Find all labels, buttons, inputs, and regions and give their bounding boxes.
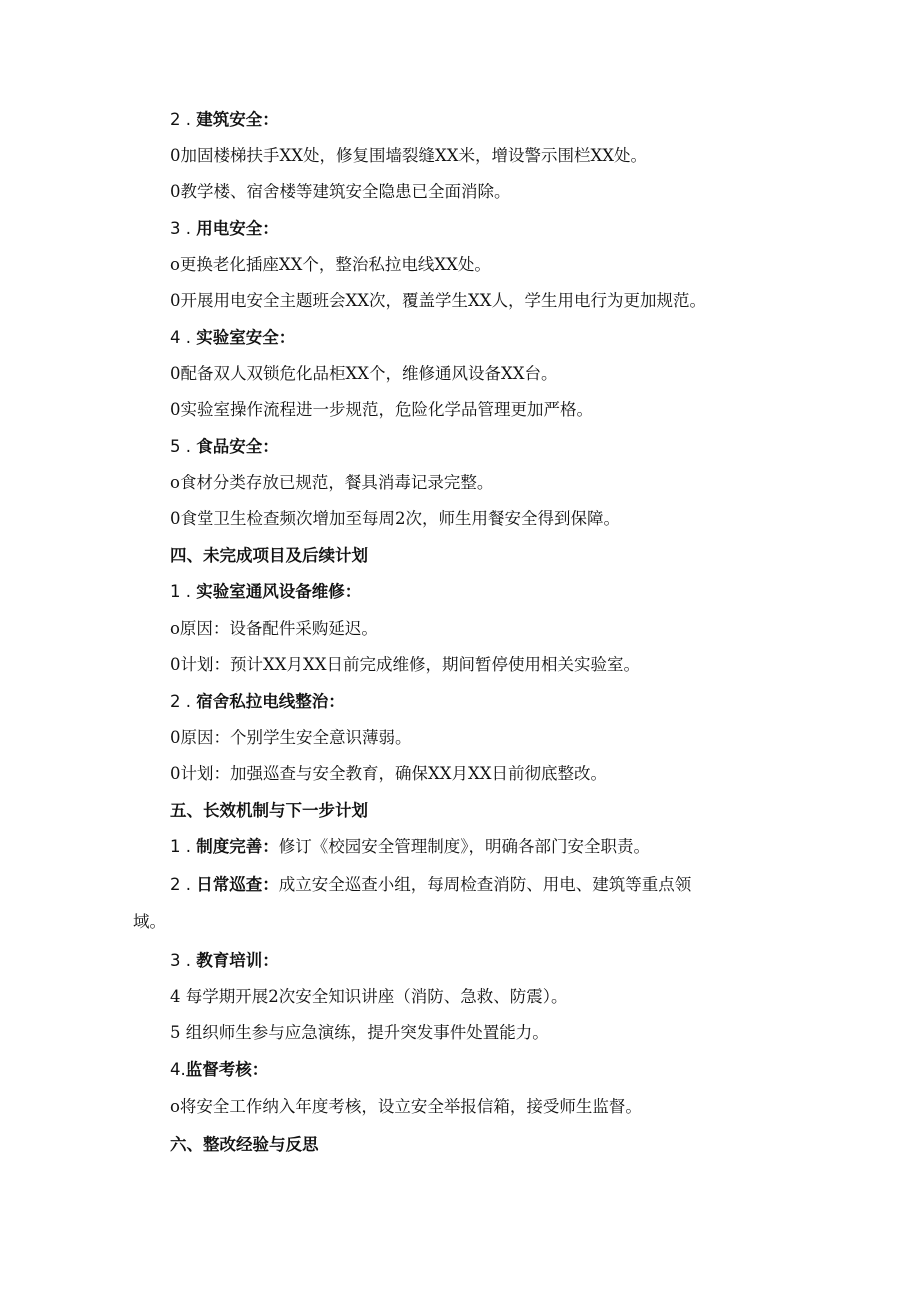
electric-safety-heading <box>170 218 279 240</box>
lab-safety-heading <box>170 327 295 349</box>
item-title: 实验室通风设备维修： <box>196 582 362 601</box>
list-item: o更换老化插座XX个，整治私拉电线XX处。 <box>170 255 491 274</box>
pending-item-heading <box>170 691 345 713</box>
item-number: 1 . <box>170 837 191 856</box>
item-number: 2 . <box>170 692 191 711</box>
item-text: 修订《校园安全管理制度》，明确各部门安全职责。 <box>278 837 650 856</box>
list-item: 0开展用电安全主题班会XX次，覆盖学生XX人，学生用电行为更加规范。 <box>170 291 706 310</box>
list-item: 4 每学期开展2次安全知识讲座（消防、急救、防震）。 <box>170 987 568 1006</box>
list-item: 0食堂卫生检查频次增加至每周2次，师生用餐安全得到保障。 <box>170 509 620 528</box>
list-item: o食材分类存放已规范，餐具消毒记录完整。 <box>170 473 494 492</box>
list-item: o原因：设备配件采购延迟。 <box>170 619 378 638</box>
item-title: 制度完善： <box>196 837 279 856</box>
list-item: 0原因：个别学生安全意识薄弱。 <box>170 728 412 747</box>
item-title: 宿舍私拉电线整治： <box>196 692 345 711</box>
list-item: o将安全工作纳入年度考核，设立安全举报信箱，接受师生监督。 <box>170 1097 642 1116</box>
food-safety-heading <box>170 436 279 458</box>
section-title: 实验室安全： <box>196 328 296 347</box>
mechanism-item <box>170 874 691 896</box>
section-number: 3 . <box>170 219 191 238</box>
mechanism-item <box>170 1059 268 1081</box>
list-item: 0加固楼梯扶手XX处，修复围墙裂缝XX米，增设警示围栏XX处。 <box>170 146 647 165</box>
item-number: 4. <box>170 1060 186 1079</box>
section-heading-4: 四、未完成项目及后续计划 <box>170 546 368 565</box>
item-title: 教育培训： <box>196 951 279 970</box>
item-number: 3 . <box>170 951 191 970</box>
list-item: 0实验室操作流程进一步规范，危险化学品管理更加严格。 <box>170 400 593 419</box>
item-number: 1 . <box>170 582 191 601</box>
section-title: 食品安全： <box>196 437 279 456</box>
section-number: 4 . <box>170 328 191 347</box>
section-title: 建筑安全： <box>196 110 279 129</box>
section-title: 用电安全： <box>196 219 279 238</box>
mechanism-item <box>170 950 279 972</box>
item-title: 监督考核： <box>185 1060 269 1079</box>
item-text-continuation: 域。 <box>133 912 166 931</box>
list-item: 0计划：加强巡查与安全教育，确保XX月XX日前彻底整改。 <box>170 764 607 783</box>
list-item: 0计划：预计XX月XX日前完成维修，期间暂停使用相关实验室。 <box>170 655 640 674</box>
section-number: 5 . <box>170 437 191 456</box>
item-title: 日常巡查： <box>196 875 279 894</box>
list-item: 5 组织师生参与应急演练，提升突发事件处置能力。 <box>170 1023 549 1042</box>
mechanism-item <box>170 836 650 858</box>
item-text: 成立安全巡查小组，每周检查消防、用电、建筑等重点领 <box>278 875 692 894</box>
section-number: 2 . <box>170 110 191 129</box>
item-number: 2 . <box>170 875 191 894</box>
list-item: 0教学楼、宿舍楼等建筑安全隐患已全面消除。 <box>170 182 511 201</box>
building-safety-heading <box>170 109 279 131</box>
section-heading-6: 六、整改经验与反思 <box>170 1135 319 1154</box>
section-heading-5: 五、长效机制与下一步计划 <box>170 801 368 820</box>
pending-item-heading <box>170 581 361 603</box>
list-item: 0配备双人双锁危化品柜XX个，维修通风设备XX台。 <box>170 364 558 383</box>
